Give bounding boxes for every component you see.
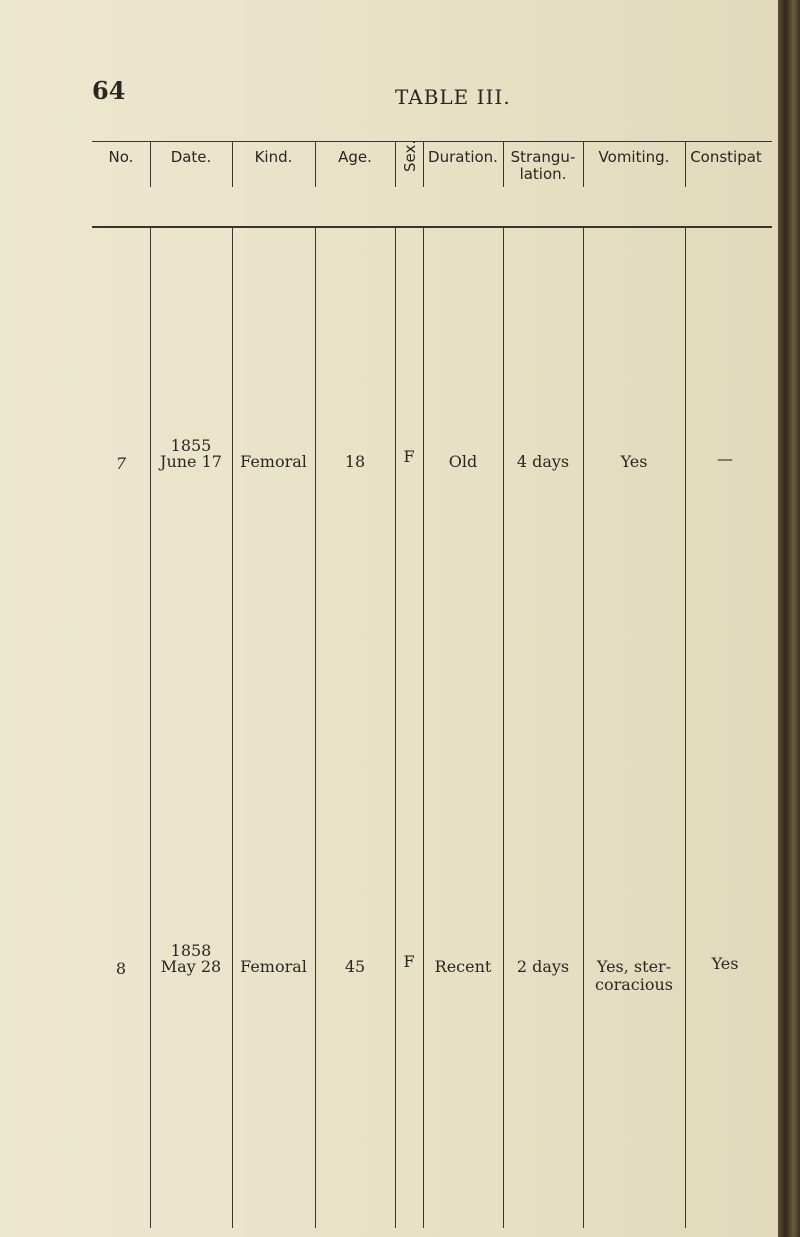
row-7-vomiting: Yes [620, 452, 648, 471]
row-8-vomiting-line2: coracious [594, 975, 673, 994]
row-7-year: 1855 [170, 436, 212, 455]
column-divider-6 [503, 228, 504, 1228]
row-8-sex: F [403, 952, 415, 971]
column-divider-7 [583, 228, 584, 1228]
book-binding-edge [778, 0, 800, 1237]
header-kind: Kind. [254, 148, 293, 166]
row-8-kind: Femoral [240, 957, 307, 976]
row-7-duration: Old [448, 452, 478, 471]
header-bottom-rule [92, 226, 772, 228]
header-divider-4 [395, 142, 396, 187]
header-strangulation-line2: lation. [519, 165, 567, 183]
row-8-date: May 28 [160, 957, 222, 976]
table-title: TABLE III. [395, 85, 511, 109]
column-divider-3 [315, 228, 316, 1228]
header-age: Age. [338, 148, 372, 166]
page-number: 64 [92, 76, 126, 105]
row-7-no: 7 [115, 454, 127, 473]
row-8-strangulation: 2 days [516, 957, 570, 976]
row-8-vomiting-line1: Yes, ster- [596, 957, 672, 976]
row-8-age: 45 [344, 957, 366, 976]
row-8-no: 8 [115, 959, 127, 978]
top-rule [92, 141, 772, 142]
column-divider-8 [685, 228, 686, 1228]
column-divider-5 [423, 228, 424, 1228]
header-constipation: Constipat [690, 149, 762, 166]
row-7-constipation: — [717, 449, 733, 468]
header-no: No. [108, 148, 134, 166]
header-vomiting: Vomiting. [598, 148, 670, 166]
header-strangulation-line1: Strangu- [510, 148, 576, 166]
row-7-age: 18 [344, 452, 366, 471]
column-divider-2 [232, 228, 233, 1228]
header-sex: Sex. [401, 139, 419, 172]
header-date: Date. [170, 148, 212, 166]
column-divider-4 [395, 228, 396, 1228]
row-8-year: 1858 [170, 941, 212, 960]
row-7-kind: Femoral [240, 452, 307, 471]
row-7-date: June 17 [160, 452, 222, 471]
row-8-constipation: Yes [711, 954, 739, 973]
row-7-sex: F [403, 447, 415, 466]
row-7-strangulation: 4 days [516, 452, 570, 471]
header-duration: Duration. [428, 148, 498, 166]
column-divider-1 [150, 228, 151, 1228]
row-8-duration: Recent [434, 957, 492, 976]
